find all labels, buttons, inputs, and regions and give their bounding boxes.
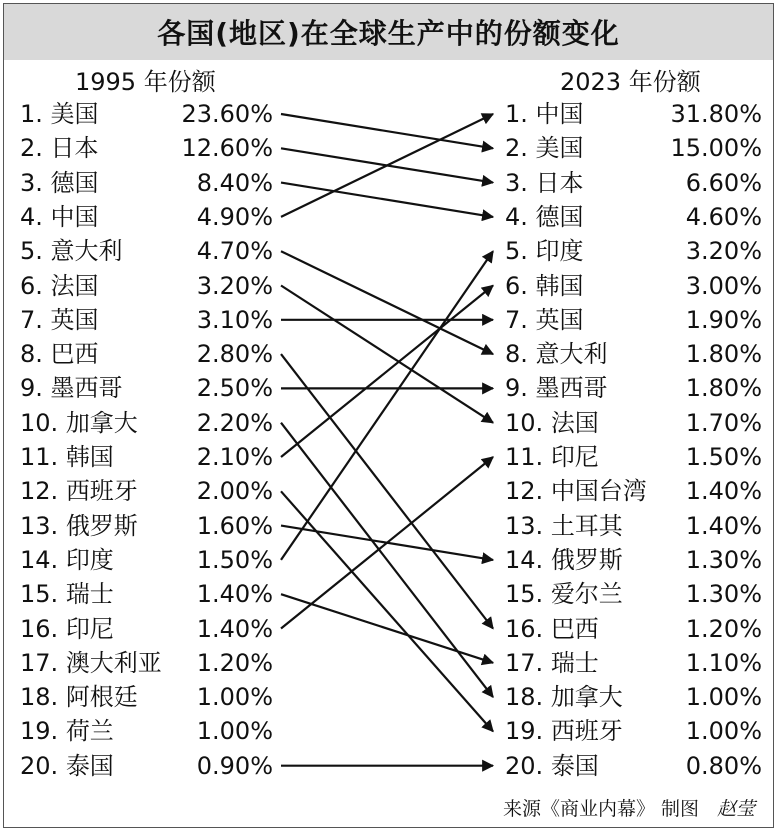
right-share-value: 3.00% xyxy=(685,271,762,300)
left-rank-label: 16. xyxy=(20,614,59,643)
left-rank-label: 5. xyxy=(20,237,43,266)
right-rank-label: 18. xyxy=(505,683,544,712)
left-rank-label: 4. xyxy=(20,202,43,231)
left-share-value: 0.90% xyxy=(196,751,273,780)
right-share-value: 1.10% xyxy=(685,648,762,677)
right-share-value: 1.50% xyxy=(685,443,762,471)
source-text: 来源《商业内幕》 制图 xyxy=(502,798,699,820)
left-rank-label: 8. xyxy=(20,340,43,369)
left-rank-label: 6. xyxy=(20,271,43,300)
right-rank-label: 15. xyxy=(505,580,544,609)
left-share-value: 4.70% xyxy=(196,237,273,266)
right-country-name: 加拿大 xyxy=(550,683,623,712)
right-rank-label: 8. xyxy=(505,340,528,369)
left-share-value: 1.50% xyxy=(196,545,273,574)
right-country-name: 土耳其 xyxy=(550,511,623,540)
right-country-name: 印尼 xyxy=(550,443,599,471)
rank-change-arrow xyxy=(281,286,493,458)
right-country-name: 西班牙 xyxy=(550,717,623,746)
right-share-value: 31.80% xyxy=(670,100,762,128)
right-share-value: 1.00% xyxy=(685,717,762,746)
right-share-value: 0.80% xyxy=(685,751,762,780)
right-rank-label: 19. xyxy=(505,717,544,746)
left-share-value: 4.90% xyxy=(196,202,273,231)
left-share-value: 1.00% xyxy=(196,683,273,712)
right-rank-label: 2. xyxy=(505,134,528,163)
left-share-value: 2.20% xyxy=(196,408,273,437)
left-country-name: 加拿大 xyxy=(65,408,138,437)
right-rank-label: 7. xyxy=(505,305,528,334)
left-country-name: 印尼 xyxy=(65,614,114,643)
left-share-value: 3.20% xyxy=(196,271,273,300)
right-country-name: 中国 xyxy=(535,100,584,128)
left-rank-label: 15. xyxy=(20,580,59,609)
right-share-value: 1.70% xyxy=(685,408,762,437)
left-country-name: 澳大利亚 xyxy=(65,648,162,677)
left-share-value: 12.60% xyxy=(181,134,273,163)
right-country-name: 意大利 xyxy=(535,340,608,369)
left-share-value: 1.20% xyxy=(196,648,273,677)
left-country-name: 阿根廷 xyxy=(65,683,138,712)
rank-change-arrow xyxy=(281,491,493,731)
right-share-value: 1.20% xyxy=(685,614,762,643)
author-signature: 赵莹 xyxy=(716,798,755,820)
left-share-value: 2.50% xyxy=(196,374,273,403)
right-share-value: 1.90% xyxy=(685,305,762,334)
right-rank-label: 3. xyxy=(505,168,528,197)
left-share-value: 1.40% xyxy=(196,580,273,609)
right-share-value: 1.40% xyxy=(685,511,762,540)
left-rank-label: 3. xyxy=(20,168,43,197)
rank-change-arrow xyxy=(281,114,493,148)
rank-change-arrow xyxy=(281,114,493,217)
left-country-name: 俄罗斯 xyxy=(65,511,138,540)
right-share-value: 1.80% xyxy=(685,374,762,403)
rank-change-arrow xyxy=(281,286,493,423)
left-country-name: 巴西 xyxy=(50,340,99,369)
right-share-value: 1.30% xyxy=(685,580,762,609)
left-country-name: 中国 xyxy=(50,202,99,231)
left-rank-label: 1. xyxy=(20,100,43,128)
left-rank-label: 9. xyxy=(20,374,43,403)
right-column-header: 2023 年份额 xyxy=(560,68,701,96)
right-share-value: 1.30% xyxy=(685,545,762,574)
left-share-value: 23.60% xyxy=(181,100,273,128)
left-country-name: 印度 xyxy=(65,545,114,574)
left-country-name: 法国 xyxy=(50,271,99,300)
right-share-value: 1.40% xyxy=(685,477,762,506)
left-country-name: 瑞士 xyxy=(65,580,114,609)
right-country-name: 美国 xyxy=(535,134,584,163)
left-share-value: 2.10% xyxy=(196,443,273,471)
right-country-name: 韩国 xyxy=(535,271,584,300)
right-rank-label: 13. xyxy=(505,511,544,540)
left-country-name: 意大利 xyxy=(50,237,123,266)
right-rank-label: 1. xyxy=(505,100,528,128)
right-country-name: 日本 xyxy=(535,168,584,197)
left-rank-label: 17. xyxy=(20,648,59,677)
right-rank-label: 4. xyxy=(505,202,528,231)
chart-title: 各国(地区)在全球生产中的份额变化 xyxy=(4,4,773,60)
right-rank-label: 10. xyxy=(505,408,544,437)
right-rank-label: 16. xyxy=(505,614,544,643)
source-note xyxy=(503,794,755,821)
left-rank-label: 12. xyxy=(20,477,59,506)
right-share-value: 6.60% xyxy=(685,168,762,197)
right-rank-label: 17. xyxy=(505,648,544,677)
left-share-value: 1.60% xyxy=(196,511,273,540)
right-country-name: 俄罗斯 xyxy=(550,545,623,574)
right-country-name: 法国 xyxy=(550,408,599,437)
left-country-name: 日本 xyxy=(50,134,99,163)
right-country-name: 墨西哥 xyxy=(535,374,608,403)
left-country-name: 西班牙 xyxy=(65,477,138,506)
left-rank-label: 13. xyxy=(20,511,59,540)
left-country-name: 德国 xyxy=(50,168,99,197)
left-country-name: 泰国 xyxy=(65,751,114,780)
left-country-name: 墨西哥 xyxy=(50,374,123,403)
right-rank-label: 20. xyxy=(505,751,544,780)
right-rank-label: 12. xyxy=(505,477,544,506)
rank-change-arrow xyxy=(281,251,493,560)
rank-change-arrow xyxy=(281,457,493,629)
right-country-name: 巴西 xyxy=(550,614,599,643)
right-country-name: 英国 xyxy=(535,305,584,334)
left-country-name: 英国 xyxy=(50,305,99,334)
left-column-header: 1995 年份额 xyxy=(75,68,216,96)
right-share-value: 3.20% xyxy=(685,237,762,266)
left-share-value: 2.00% xyxy=(196,477,273,506)
right-rank-label: 6. xyxy=(505,271,528,300)
left-country-name: 美国 xyxy=(50,100,99,128)
left-rank-label: 19. xyxy=(20,717,59,746)
right-rank-label: 14. xyxy=(505,545,544,574)
right-country-name: 印度 xyxy=(535,237,584,266)
right-country-name: 中国台湾 xyxy=(550,477,647,506)
right-rank-label: 5. xyxy=(505,237,528,266)
left-share-value: 1.40% xyxy=(196,614,273,643)
rank-change-arrow xyxy=(281,594,493,663)
rank-change-arrow xyxy=(281,251,493,354)
right-country-name: 爱尔兰 xyxy=(550,580,623,609)
left-rank-label: 7. xyxy=(20,305,43,334)
rank-change-arrow xyxy=(281,354,493,628)
left-rank-label: 18. xyxy=(20,683,59,712)
right-share-value: 1.00% xyxy=(685,683,762,712)
right-country-name: 瑞士 xyxy=(550,648,599,677)
right-share-value: 1.80% xyxy=(685,340,762,369)
right-rank-label: 9. xyxy=(505,374,528,403)
left-rank-label: 10. xyxy=(20,408,59,437)
left-share-value: 1.00% xyxy=(196,717,273,746)
right-share-value: 15.00% xyxy=(670,134,762,163)
right-share-value: 4.60% xyxy=(685,202,762,231)
left-share-value: 8.40% xyxy=(196,168,273,197)
left-share-value: 3.10% xyxy=(196,305,273,334)
left-rank-label: 2. xyxy=(20,134,43,163)
right-country-name: 德国 xyxy=(535,202,584,231)
left-country-name: 荷兰 xyxy=(65,717,114,746)
right-country-name: 泰国 xyxy=(550,751,599,780)
right-rank-label: 11. xyxy=(505,443,544,471)
rank-change-arrow xyxy=(281,423,493,697)
left-rank-label: 14. xyxy=(20,545,59,574)
left-share-value: 2.80% xyxy=(196,340,273,369)
left-rank-label: 20. xyxy=(20,751,59,780)
left-rank-label: 11. xyxy=(20,443,59,471)
rank-change-arrow xyxy=(281,183,493,217)
left-country-name: 韩国 xyxy=(65,443,114,471)
